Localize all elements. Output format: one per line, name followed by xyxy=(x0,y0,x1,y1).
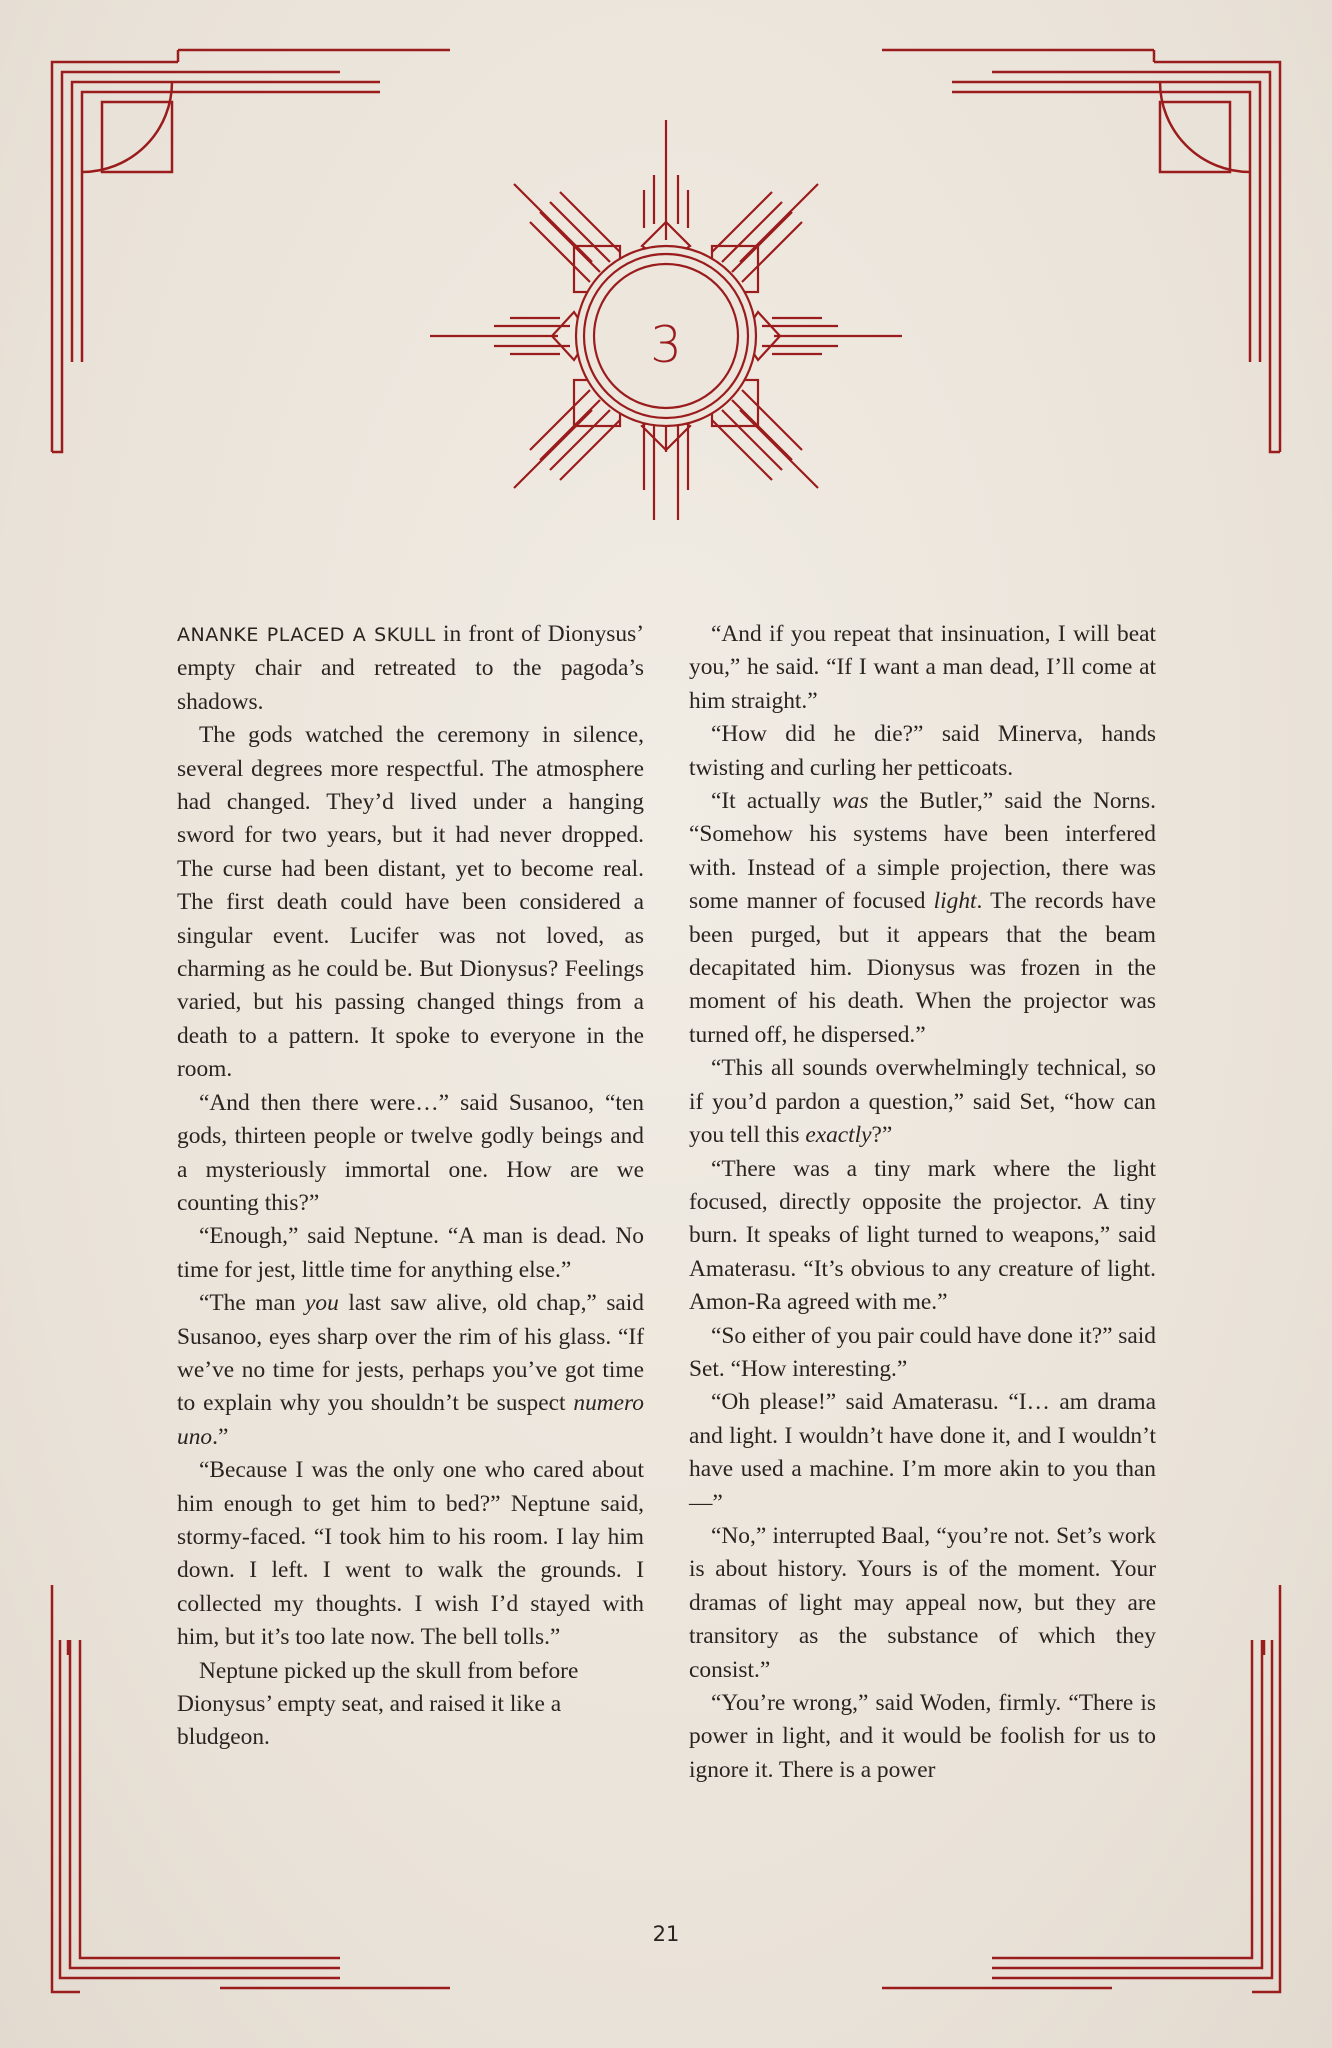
paragraph: The gods watched the ceremony in silence, several degrees more respectful. The atmosphere had changed. They’d lived under a hanging sword for two years, but it had never dropped. The curse had been distant, yet to become real. The first death could have been considered a singular event. Lucifer was not loved, as charming as he could be. But Dionysus? Feelings varied, but his passing changed things from a death to a pattern. It spoke to everyone in the room. xyxy=(177,722,644,1083)
paragraph-text: ?” xyxy=(871,1122,893,1149)
paragraph: “Oh please!” said Amaterasu. “I… am drama and light. I wouldn’t have done it, and I wouldn’t have used a machine. I’m more akin to you than—” xyxy=(689,1389,1156,1516)
corner-ornament-top-left xyxy=(52,50,450,452)
paragraph: “Enough,” said Neptune. “A man is dead. No time for jest, little time for anything else.” xyxy=(177,1223,644,1283)
emphasis: light xyxy=(933,888,977,915)
paragraph: Neptune picked up the skull from before Dionysus’ empty seat, and raised it like a bludgeon. xyxy=(177,1657,579,1751)
emphasis: exactly xyxy=(805,1122,872,1149)
paragraph xyxy=(689,785,1156,1052)
paragraph-text: . The records have been purged, but it appears that the beam decapitated him. Dionysus was frozen in the moment of his death. When the projector was turned off, he dispersed.” xyxy=(689,888,1156,1048)
paragraph: “No,” interrupted Baal, “you’re not. Set’s work is about history. Yours is of the moment. Your dramas of light may appeal now, but they are transitory as the substance of which they consist.” xyxy=(689,1522,1156,1683)
paragraph: “You’re wrong,” said Woden, firmly. “There is power in light, and it would be foolish for us to ignore it. There is a power xyxy=(689,1690,1156,1783)
emphasis: you xyxy=(305,1290,339,1317)
chapter-number: 3 xyxy=(650,316,682,374)
paragraph-text: “It actually xyxy=(711,788,833,815)
emphasis: numero uno xyxy=(177,1390,644,1450)
paragraph-text: .” xyxy=(212,1423,229,1450)
corner-ornament-top-right xyxy=(882,50,1280,452)
page-number: 21 xyxy=(652,1922,680,1946)
paragraph-text: “The man xyxy=(199,1290,306,1317)
paragraph-text: “This all sounds overwhelmingly technical, so if you’d pardon a question,” said Set, “how can you tell this xyxy=(689,1055,1156,1149)
paragraph-text: last saw alive, old chap,” said Susanoo, eyes sharp over the rim of his glass. “If we’ve no time for jests, perhaps you’ve got time to explain why you shouldn’t be suspect xyxy=(177,1290,645,1417)
paragraph: “There was a tiny mark where the light focused, directly opposite the projector. A tiny burn. It speaks of light turned to weapons,” said Amaterasu. “It’s obvious to any creature of light. Amon-Ra agreed with me.” xyxy=(689,1155,1156,1316)
paragraph: “How did he die?” said Minerva, hands twisting and curling her petticoats. xyxy=(689,721,1156,781)
emphasis: was xyxy=(832,788,869,815)
text-column-right xyxy=(689,618,1156,1787)
chapter-lead-in: ANANKE PLACED A SKULL xyxy=(177,624,436,646)
paragraph-text: the Butler,” said the Norns. “Somehow his systems have been interfered with. Instead of a simple projection, there was some manner of focused xyxy=(689,788,1156,915)
paragraph: “So either of you pair could have done it?” said Set. “How interesting.” xyxy=(689,1322,1156,1382)
paragraph: “And if you repeat that insinuation, I will beat you,” he said. “If I want a man dead, I’ll come at him straight.” xyxy=(689,621,1156,714)
paragraph-text: in front of Dionysus’ empty chair and retreated to the pagoda’s shadows. xyxy=(177,621,644,715)
paragraph: “Because I was the only one who cared about him enough to get him to bed?” Neptune said, stormy-faced. “I took him to his room. I lay him down. I left. I went to walk the grounds. I collected my thoughts. I wish I’d stayed with him, but it’s too late now. The bell tolls.” xyxy=(177,1457,644,1651)
paragraph xyxy=(689,1052,1156,1152)
text-column-left xyxy=(177,618,644,1755)
paragraph: “And then there were…” said Susanoo, “ten gods, thirteen people or twelve godly beings and a mysteriously immortal one. How are we counting this?” xyxy=(177,1089,644,1216)
paragraph xyxy=(177,1287,644,1454)
paragraph xyxy=(177,618,644,719)
